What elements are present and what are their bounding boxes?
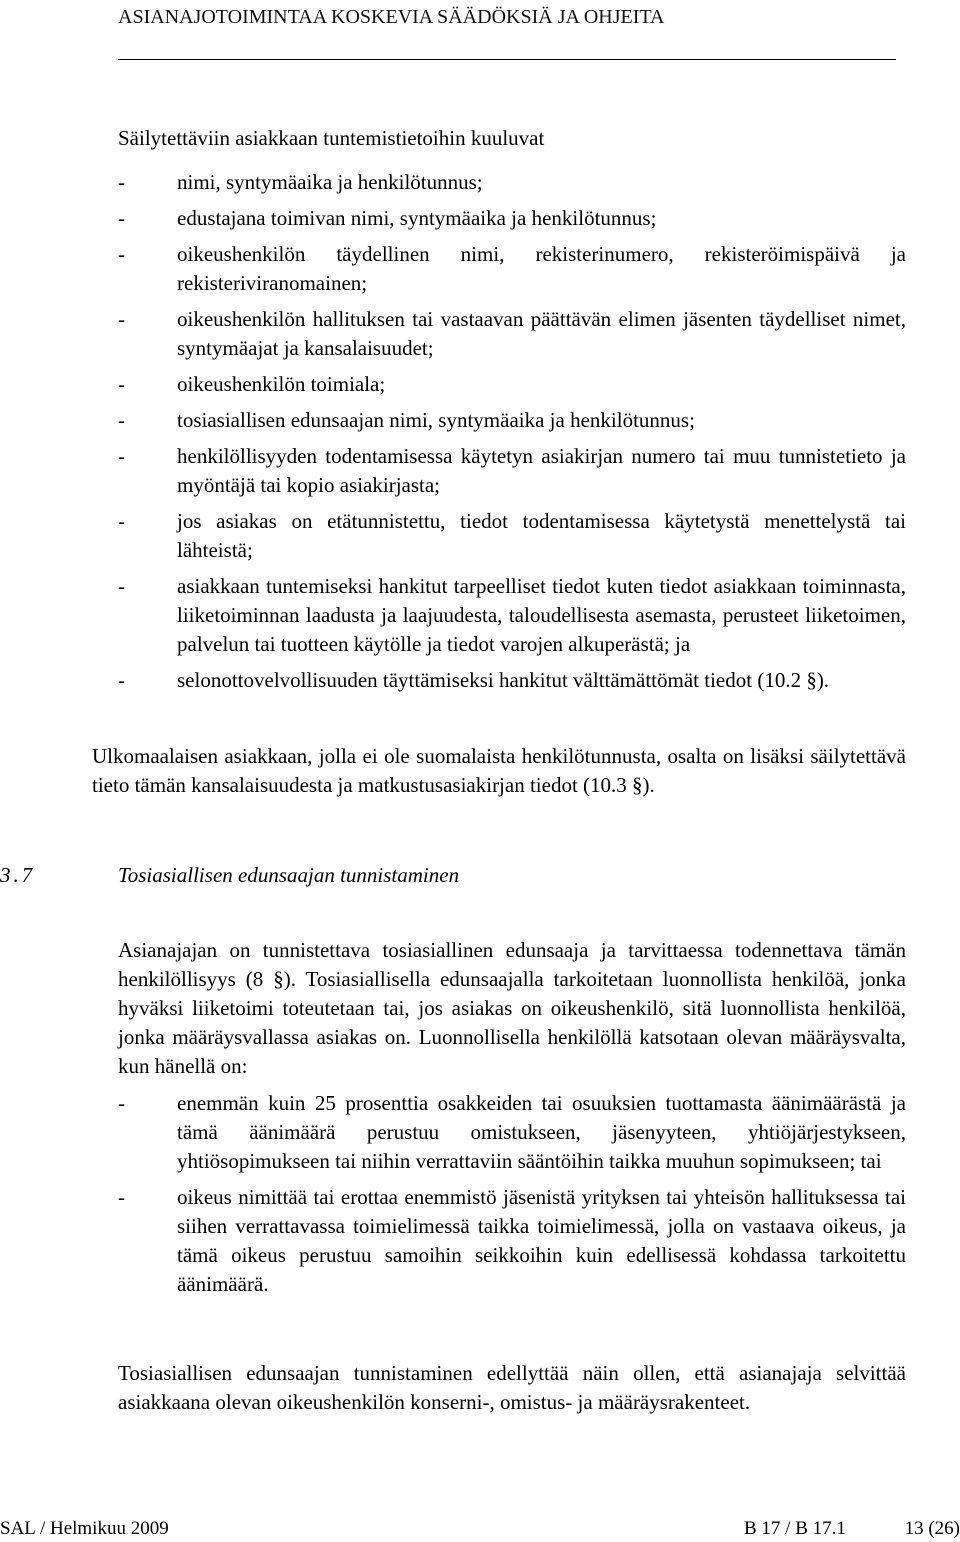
list-item-text: tosiasiallisen edunsaajan nimi, syntymäaika ja henkilötunnus; bbox=[177, 408, 695, 432]
list-item-text: nimi, syntymäaika ja henkilötunnus; bbox=[177, 170, 483, 194]
list-item bbox=[118, 204, 906, 233]
section-number: 3.7 bbox=[0, 863, 36, 887]
list-item-text: selonottovelvollisuuden täyttämiseksi hankitut välttämättömät tiedot (10.2 §). bbox=[177, 668, 830, 692]
list-item bbox=[118, 442, 906, 500]
list-dash: - bbox=[118, 307, 125, 331]
list-item bbox=[118, 305, 906, 363]
list-item-text: oikeushenkilön toimiala; bbox=[177, 372, 386, 396]
list-dash: - bbox=[118, 242, 125, 266]
section-1-list bbox=[118, 168, 906, 695]
page-footer bbox=[0, 1516, 960, 1542]
section-title: Tosiasiallisen edunsaajan tunnistaminen bbox=[118, 863, 460, 887]
list-item bbox=[118, 1089, 906, 1176]
header-divider bbox=[118, 59, 896, 60]
section-2-intro: Asianajajan on tunnistettava tosiasiallinen edunsaaja ja tarvittaessa todennettava tämän henkilöllisyys (8 §). Tosiasiallisella edunsaajalla tarkoitetaan luonnollista henkilöä, jonka hyväksi liiketoimi toteutetaan tai, jos asiakas on oikeushenkilö, sitä luonnollista henkilöä, jonka määräysvallassa asiakas on. Luonnollisella henkilöllä katsotaan olevan määräysvalta, kun hänellä on: bbox=[118, 938, 906, 1078]
list-item bbox=[118, 406, 906, 435]
list-item bbox=[118, 168, 906, 197]
list-item-text: edustajana toimivan nimi, syntymäaika ja henkilötunnus; bbox=[177, 206, 657, 230]
list-item bbox=[118, 240, 906, 298]
list-item-text: asiakkaan tuntemiseksi hankitut tarpeelliset tiedot kuten tiedot asiakkaan toiminnasta, liiketoiminnan laadusta ja laajuudesta, taloudellisesta asemasta, perusteet liiketoimen, palvelun tai tuotteen käytölle ja tiedot varojen alkuperästä; ja bbox=[177, 574, 906, 656]
list-item-text: jos asiakas on etätunnistettu, tiedot todentamisessa käytetystä menettelystä tai lähteistä; bbox=[177, 509, 906, 562]
footer-reference: B 17 / B 17.1 bbox=[744, 1518, 846, 1539]
list-item-text: henkilöllisyyden todentamisessa käytetyn asiakirjan numero tai muu tunnistetieto ja myöntäjä tai kopio asiakirjasta; bbox=[177, 444, 906, 497]
list-item-text: oikeushenkilön täydellinen nimi, rekisterinumero, rekisteröimispäivä ja rekisteriviranomainen; bbox=[177, 242, 906, 295]
list-dash: - bbox=[118, 574, 125, 598]
section-2-closing: Tosiasiallisen edunsaajan tunnistaminen edellyttää näin ollen, että asianajaja selvittää asiakkaana olevan oikeushenkilön konserni-, omistus- ja määräysrakenteet. bbox=[118, 1361, 906, 1414]
list-dash: - bbox=[118, 444, 125, 468]
list-dash: - bbox=[118, 372, 125, 396]
list-dash: - bbox=[118, 1091, 125, 1115]
list-dash: - bbox=[118, 206, 125, 230]
list-item bbox=[118, 1183, 906, 1299]
section-1-closing: Ulkomaalaisen asiakkaan, jolla ei ole suomalaista henkilötunnusta, osalta on lisäksi säilytettävä tieto tämän kansalaisuudesta ja matkustusasiakirjan tiedot (10.3 §). bbox=[92, 744, 906, 797]
list-item bbox=[118, 666, 906, 695]
list-item-text: oikeus nimittää tai erottaa enemmistö jäsenistä yrityksen tai yhteisön hallituksessa tai siihen verrattavassa toimielimessä taikka toimielimessä, jolla on vastaava oikeus, ja tämä oikeus perustuu samoihin seikkoihin kuin edellisessä kohdassa tarkoitettu äänimäärä. bbox=[177, 1185, 906, 1296]
section-1-intro: Säilytettäviin asiakkaan tuntemistietoihin kuuluvat bbox=[118, 126, 545, 150]
footer-date: SAL / Helmikuu 2009 bbox=[0, 1518, 169, 1539]
footer-page-number: 13 (26) bbox=[904, 1518, 960, 1539]
page-header: ASIANAJOTOIMINTAA KOSKEVIA SÄÄDÖKSIÄ JA OHJEITA bbox=[118, 6, 665, 28]
list-item bbox=[118, 572, 906, 659]
list-dash: - bbox=[118, 509, 125, 533]
list-item-text: enemmän kuin 25 prosenttia osakkeiden tai osuuksien tuottamasta äänimäärästä ja tämä äänimäärä perustuu omistukseen, jäsenyyteen, yhtiöjärjestykseen, yhtiösopimukseen tai niihin verrattaviin sääntöihin taikka muuhun sopimukseen; tai bbox=[177, 1091, 906, 1173]
section-2-list bbox=[118, 1089, 906, 1299]
list-item bbox=[118, 370, 906, 399]
list-dash: - bbox=[118, 1185, 125, 1209]
list-dash: - bbox=[118, 668, 125, 692]
list-dash: - bbox=[118, 408, 125, 432]
list-dash: - bbox=[118, 170, 125, 194]
list-item-text: oikeushenkilön hallituksen tai vastaavan päättävän elimen jäsenten täydelliset nimet, syntymäajat ja kansalaisuudet; bbox=[177, 307, 906, 360]
list-item bbox=[118, 507, 906, 565]
